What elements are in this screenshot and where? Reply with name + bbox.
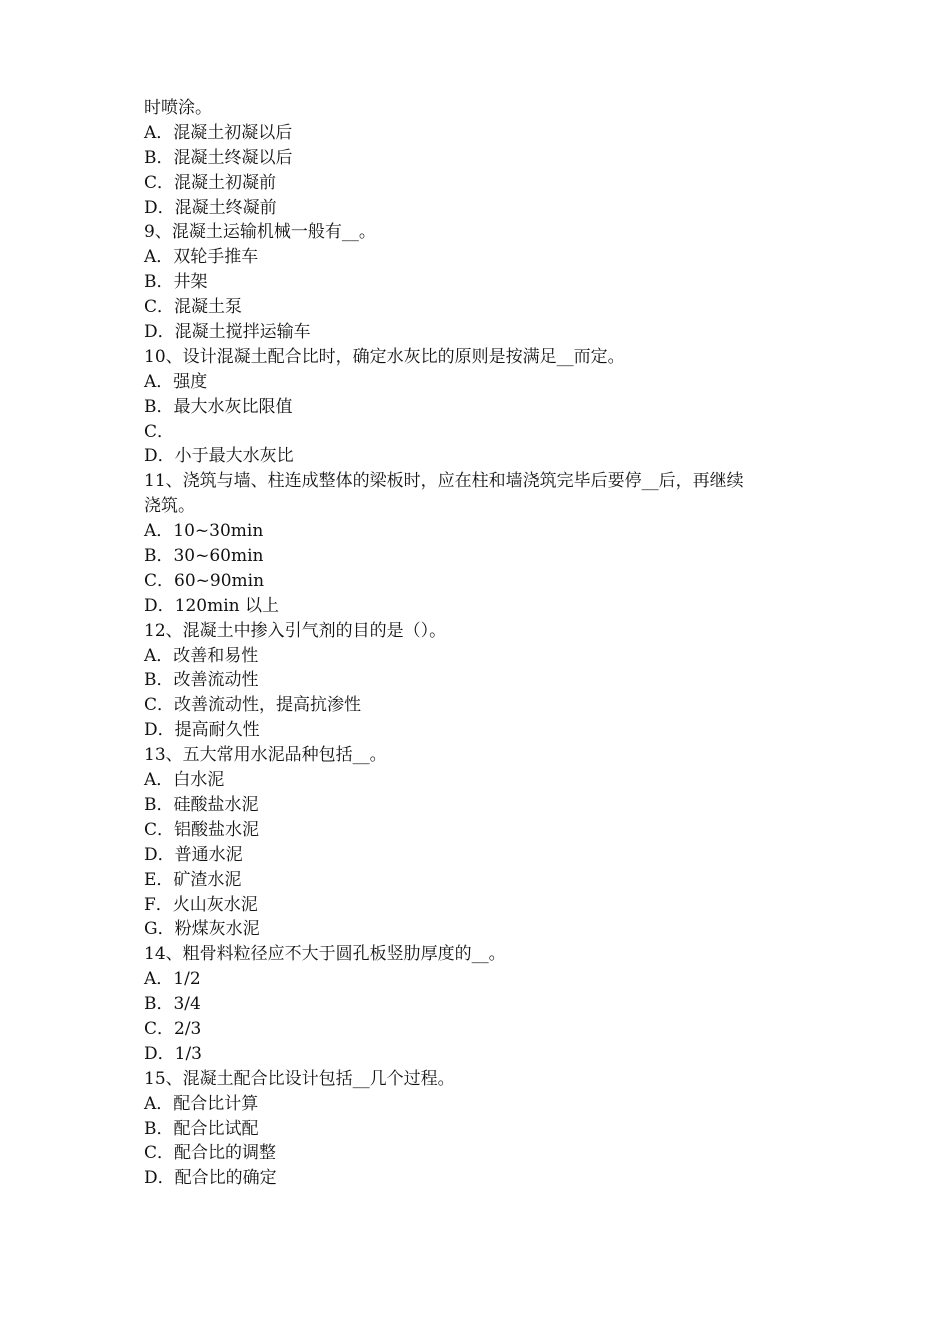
question-stem: 9、混凝土运输机械一般有__。	[144, 222, 376, 243]
option-c: C．60~90min	[144, 570, 265, 591]
question-stem: 10、设计混凝土配合比时，确定水灰比的原则是按满足__而定。	[144, 346, 625, 367]
question-8-continuation	[144, 96, 814, 220]
question-stem: 14、粗骨料粒径应不大于圆孔板竖肋厚度的__。	[144, 944, 506, 965]
question-stem: 12、混凝土中掺入引气剂的目的是（）。	[144, 620, 447, 641]
option-a: A．混凝土初凝以后	[144, 122, 293, 143]
option-c: C．配合比的调整	[144, 1143, 277, 1164]
option-a: A．配合比计算	[144, 1093, 259, 1114]
option-b: B．30~60min	[144, 546, 264, 567]
question-13	[144, 743, 814, 942]
option-c: C．改善流动性，提高抗渗性	[144, 695, 362, 716]
question-11	[144, 469, 814, 618]
option-c: C．铝酸盐水泥	[144, 819, 260, 840]
option-d: D．120min 以上	[144, 595, 279, 616]
option-e: E．矿渣水泥	[144, 869, 242, 890]
option-b: B．改善流动性	[144, 670, 259, 691]
option-c: C．	[144, 421, 175, 442]
question-14	[144, 942, 814, 1066]
option-f: F．火山灰水泥	[144, 894, 258, 915]
question-stem: 15、混凝土配合比设计包括__几个过程。	[144, 1068, 455, 1089]
option-d: D．小于最大水灰比	[144, 446, 294, 467]
question-12	[144, 619, 814, 743]
question-9	[144, 220, 814, 344]
option-a: A．1/2	[144, 969, 201, 990]
option-b: B．井架	[144, 272, 208, 293]
option-c: C．混凝土初凝前	[144, 172, 277, 193]
option-b: B．硅酸盐水泥	[144, 794, 259, 815]
question-stem: 13、五大常用水泥品种包括__。	[144, 745, 387, 766]
option-d: D．提高耐久性	[144, 720, 260, 741]
option-a: A．双轮手推车	[144, 247, 259, 268]
option-c: C．2/3	[144, 1018, 202, 1039]
document-text	[144, 96, 814, 1191]
option-d: D．普通水泥	[144, 844, 243, 865]
text-line: 时喷涂。	[144, 98, 212, 118]
question-10	[144, 345, 814, 469]
question-stem: 11、浇筑与墙、柱连成整体的梁板时，应在柱和墙浇筑完毕后要停__后，再继续	[144, 471, 744, 492]
option-d: D．1/3	[144, 1043, 202, 1064]
option-a: A．白水泥	[144, 770, 225, 791]
question-15	[144, 1067, 814, 1191]
option-b: B．最大水灰比限值	[144, 396, 293, 417]
question-stem-continuation: 浇筑。	[144, 496, 195, 517]
option-c: C．混凝土泵	[144, 297, 243, 318]
option-a: A．10~30min	[144, 521, 264, 542]
option-a: A．改善和易性	[144, 645, 259, 666]
option-b: B．配合比试配	[144, 1118, 259, 1139]
option-d: D．配合比的确定	[144, 1168, 277, 1189]
option-g: G．粉煤灰水泥	[144, 919, 260, 940]
option-a: A．强度	[144, 371, 208, 392]
option-d: D．混凝土终凝前	[144, 197, 277, 218]
option-b: B．3/4	[144, 994, 201, 1015]
option-d: D．混凝土搅拌运输车	[144, 322, 311, 343]
option-b: B．混凝土终凝以后	[144, 147, 293, 168]
